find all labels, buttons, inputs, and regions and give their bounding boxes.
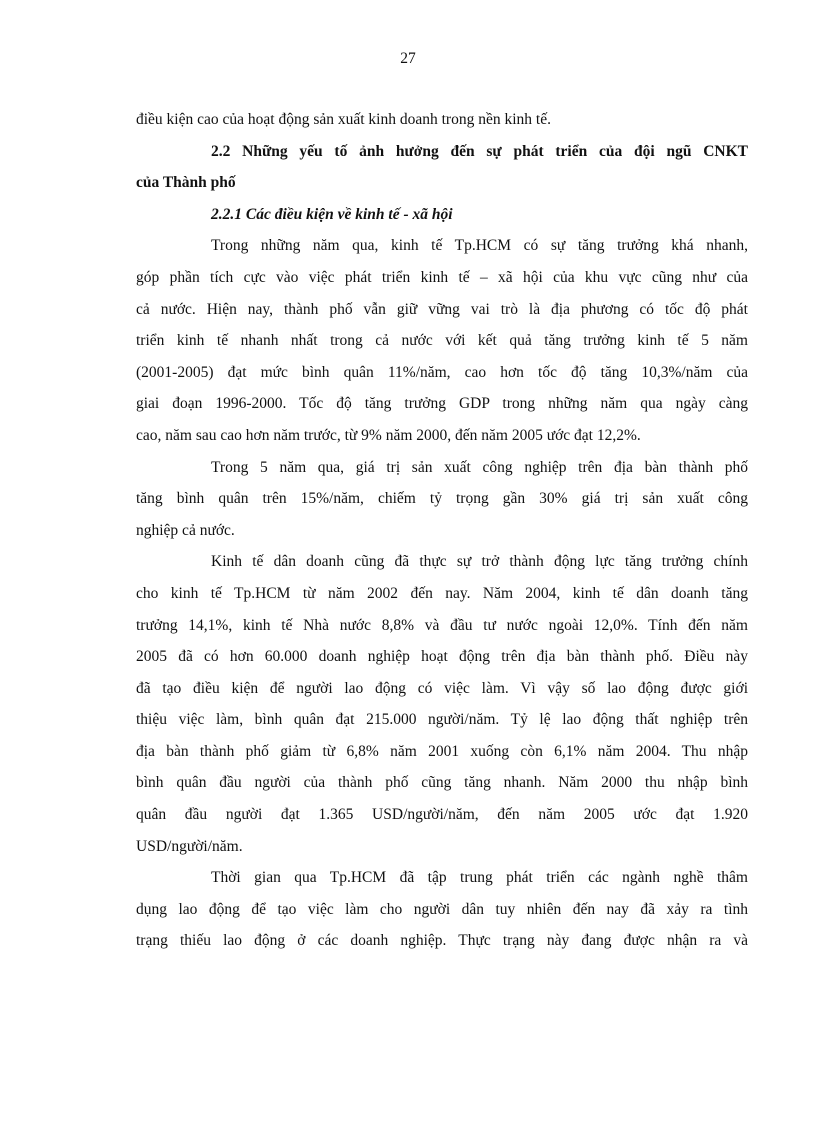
intro-line: điều kiện cao của hoạt động sản xuất kinh doanh trong nền kinh tế. (136, 111, 551, 128)
paragraph-line: đã tạo điều kiện để người lao động có việc làm. Vì vậy số lao động được giới (136, 679, 748, 697)
section-heading-line-1: 2.2 Những yếu tố ảnh hưởng đến sự phát triển của đội ngũ CNKT (211, 142, 748, 160)
paragraph-line: địa bàn thành phố giảm từ 6,8% năm 2001 xuống còn 6,1% năm 2004. Thu nhập (136, 742, 748, 760)
document-body (136, 104, 748, 957)
paragraph-line: cao, năm sau cao hơn năm trước, từ 9% năm 2000, đến năm 2005 ước đạt 12,2%. (136, 426, 641, 444)
paragraph-line: góp phần tích cực vào việc phát triển kinh tế – xã hội của khu vực cũng như của (136, 268, 748, 286)
paragraph-line: Trong những năm qua, kinh tế Tp.HCM có sự tăng trưởng khá nhanh, (211, 237, 748, 255)
paragraph-line: thiệu việc làm, bình quân đạt 215.000 người/năm. Tỷ lệ lao động thất nghiệp trên (136, 711, 748, 729)
paragraph-line: 2005 đã có hơn 60.000 doanh nghiệp hoạt động trên địa bàn thành phố. Điều này (136, 648, 748, 666)
paragraph-1 (136, 230, 748, 451)
section-heading-line-2: của Thành phố (136, 174, 236, 192)
paragraph-line: bình quân đầu người của thành phố cũng tăng nhanh. Năm 2000 thu nhập bình (136, 774, 748, 792)
paragraph-line: Thời gian qua Tp.HCM đã tập trung phát triển các ngành nghề thâm (211, 869, 748, 887)
subsection-heading: 2.2.1 Các điều kiện về kinh tế - xã hội (211, 205, 453, 223)
paragraph-line: quân đầu người đạt 1.365 USD/người/năm, đến năm 2005 ước đạt 1.920 (136, 806, 748, 824)
paragraph-line: cả nước. Hiện nay, thành phố vẫn giữ vững vai trò là địa phương có tốc độ phát (136, 300, 748, 318)
paragraph-line: cho kinh tế Tp.HCM từ năm 2002 đến nay. Năm 2004, kinh tế dân doanh tăng (136, 584, 748, 602)
paragraph-line: nghiệp cả nước. (136, 521, 235, 539)
paragraph-line: trạng thiếu lao động ở các doanh nghiệp. Thực trạng này đang được nhận ra và (136, 932, 748, 950)
paragraph-2 (136, 452, 748, 547)
paragraph-line: dụng lao động để tạo việc làm cho người dân tuy nhiên đến nay đã xảy ra tình (136, 900, 748, 918)
paragraph-line: tăng bình quân trên 15%/năm, chiếm tỷ trọng gần 30% giá trị sản xuất công (136, 490, 748, 508)
paragraph-line: (2001-2005) đạt mức bình quân 11%/năm, cao hơn tốc độ tăng 10,3%/năm của (136, 363, 748, 381)
paragraph-line: Trong 5 năm qua, giá trị sản xuất công nghiệp trên địa bàn thành phố (211, 458, 748, 476)
paragraph-line: triển kinh tế nhanh nhất trong cả nước với kết quả tăng trưởng kinh tế 5 năm (136, 332, 748, 350)
paragraph-3 (136, 546, 748, 862)
paragraph-line: USD/người/năm. (136, 837, 243, 855)
paragraph-line: Kinh tế dân doanh cũng đã thực sự trở thành động lực tăng trưởng chính (211, 553, 748, 571)
paragraph-line: trưởng 14,1%, kinh tế Nhà nước 8,8% và đầu tư nước ngoài 12,0%. Tính đến năm (136, 616, 748, 634)
page-number: 27 (400, 50, 416, 67)
paragraph-line: giai đoạn 1996-2000. Tốc độ tăng trưởng GDP trong những năm qua ngày càng (136, 395, 748, 413)
paragraph-4 (136, 862, 748, 957)
